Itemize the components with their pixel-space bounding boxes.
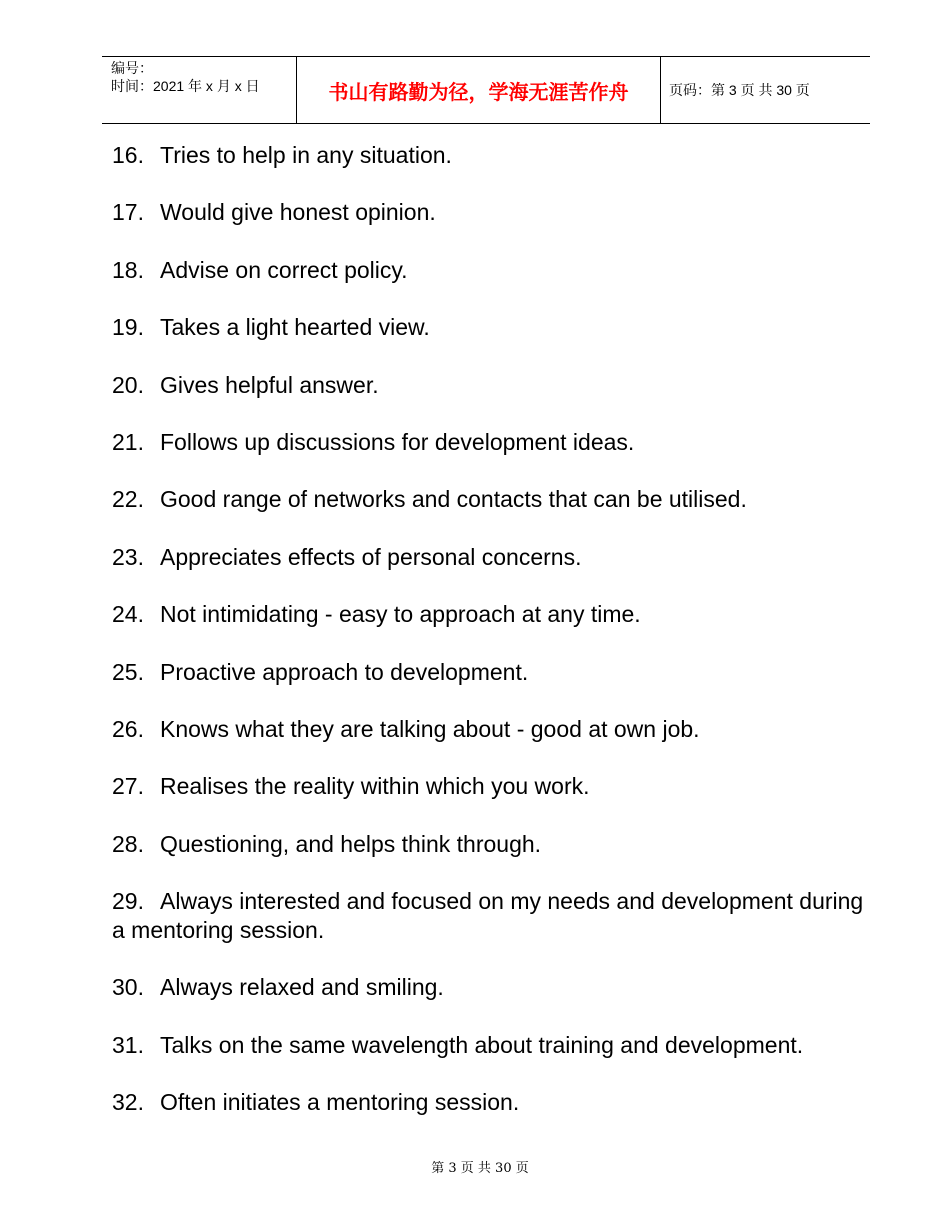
list-item bbox=[112, 715, 872, 744]
item-text: Gives helpful answer. bbox=[160, 371, 379, 398]
item-number: 18. bbox=[112, 256, 144, 283]
item-text: Not intimidating - easy to approach at any time. bbox=[160, 601, 641, 628]
item-number: 30. bbox=[112, 974, 144, 1001]
item-number: 19. bbox=[112, 314, 144, 341]
list-item bbox=[112, 313, 872, 342]
item-text: Questioning, and helps think through. bbox=[160, 830, 542, 857]
item-text: Would give honest opinion. bbox=[160, 199, 436, 226]
item-number: 20. bbox=[112, 371, 144, 398]
list-item bbox=[112, 830, 872, 859]
item-text: Advise on correct policy. bbox=[160, 256, 408, 283]
item-number: 31. bbox=[112, 1031, 144, 1058]
item-list bbox=[112, 141, 872, 1146]
item-text: Always relaxed and smiling. bbox=[160, 974, 444, 1001]
item-text: Tries to help in any situation. bbox=[160, 142, 452, 168]
list-item bbox=[112, 485, 872, 514]
header-page-label: 页码：第 3 页 共 30 页 bbox=[669, 82, 810, 98]
item-number: 27. bbox=[112, 773, 144, 800]
item-number: 25. bbox=[112, 658, 144, 685]
item-number: 21. bbox=[112, 428, 144, 455]
list-item bbox=[112, 772, 872, 801]
list-item bbox=[112, 600, 872, 629]
item-text: Proactive approach to development. bbox=[160, 658, 529, 685]
header-motto: 书山有路勤为径，学海无涯苦作舟 bbox=[297, 57, 661, 123]
list-item bbox=[112, 256, 872, 285]
page-header bbox=[102, 56, 870, 124]
item-text: Always interested and focused on my needs and development during a mentoring session. bbox=[112, 888, 864, 944]
list-item bbox=[112, 1088, 872, 1117]
item-text: Takes a light hearted view. bbox=[160, 314, 430, 341]
item-number: 24. bbox=[112, 601, 144, 628]
item-text: Knows what they are talking about - good at own job. bbox=[160, 715, 700, 742]
header-number-label: 编号： bbox=[111, 60, 153, 76]
list-item bbox=[112, 887, 872, 945]
item-text: Talks on the same wavelength about training and development. bbox=[160, 1031, 804, 1058]
item-number: 22. bbox=[112, 486, 144, 513]
item-number: 29. bbox=[112, 888, 144, 915]
list-item bbox=[112, 658, 872, 687]
list-item bbox=[112, 141, 872, 170]
item-number: 23. bbox=[112, 543, 144, 570]
list-item bbox=[112, 371, 872, 400]
list-item bbox=[112, 198, 872, 227]
item-text: Good range of networks and contacts that can be utilised. bbox=[160, 486, 747, 513]
item-number: 32. bbox=[112, 1089, 144, 1116]
page-footer: 第 3 页 共 30 页 bbox=[431, 1161, 529, 1176]
item-number: 16. bbox=[112, 142, 144, 168]
list-item bbox=[112, 973, 872, 1002]
item-number: 26. bbox=[112, 715, 144, 742]
item-number: 17. bbox=[112, 199, 144, 226]
list-item bbox=[112, 1031, 872, 1060]
header-meta bbox=[102, 57, 297, 123]
header-time-label: 时间：2021 年 x 月 x 日 bbox=[111, 78, 260, 94]
list-item bbox=[112, 543, 872, 572]
item-text: Realises the reality within which you work. bbox=[160, 773, 590, 800]
list-item bbox=[112, 428, 872, 457]
item-number: 28. bbox=[112, 830, 144, 857]
item-text: Follows up discussions for development ideas. bbox=[160, 428, 635, 455]
item-text: Often initiates a mentoring session. bbox=[160, 1089, 520, 1116]
item-text: Appreciates effects of personal concerns. bbox=[160, 543, 582, 570]
